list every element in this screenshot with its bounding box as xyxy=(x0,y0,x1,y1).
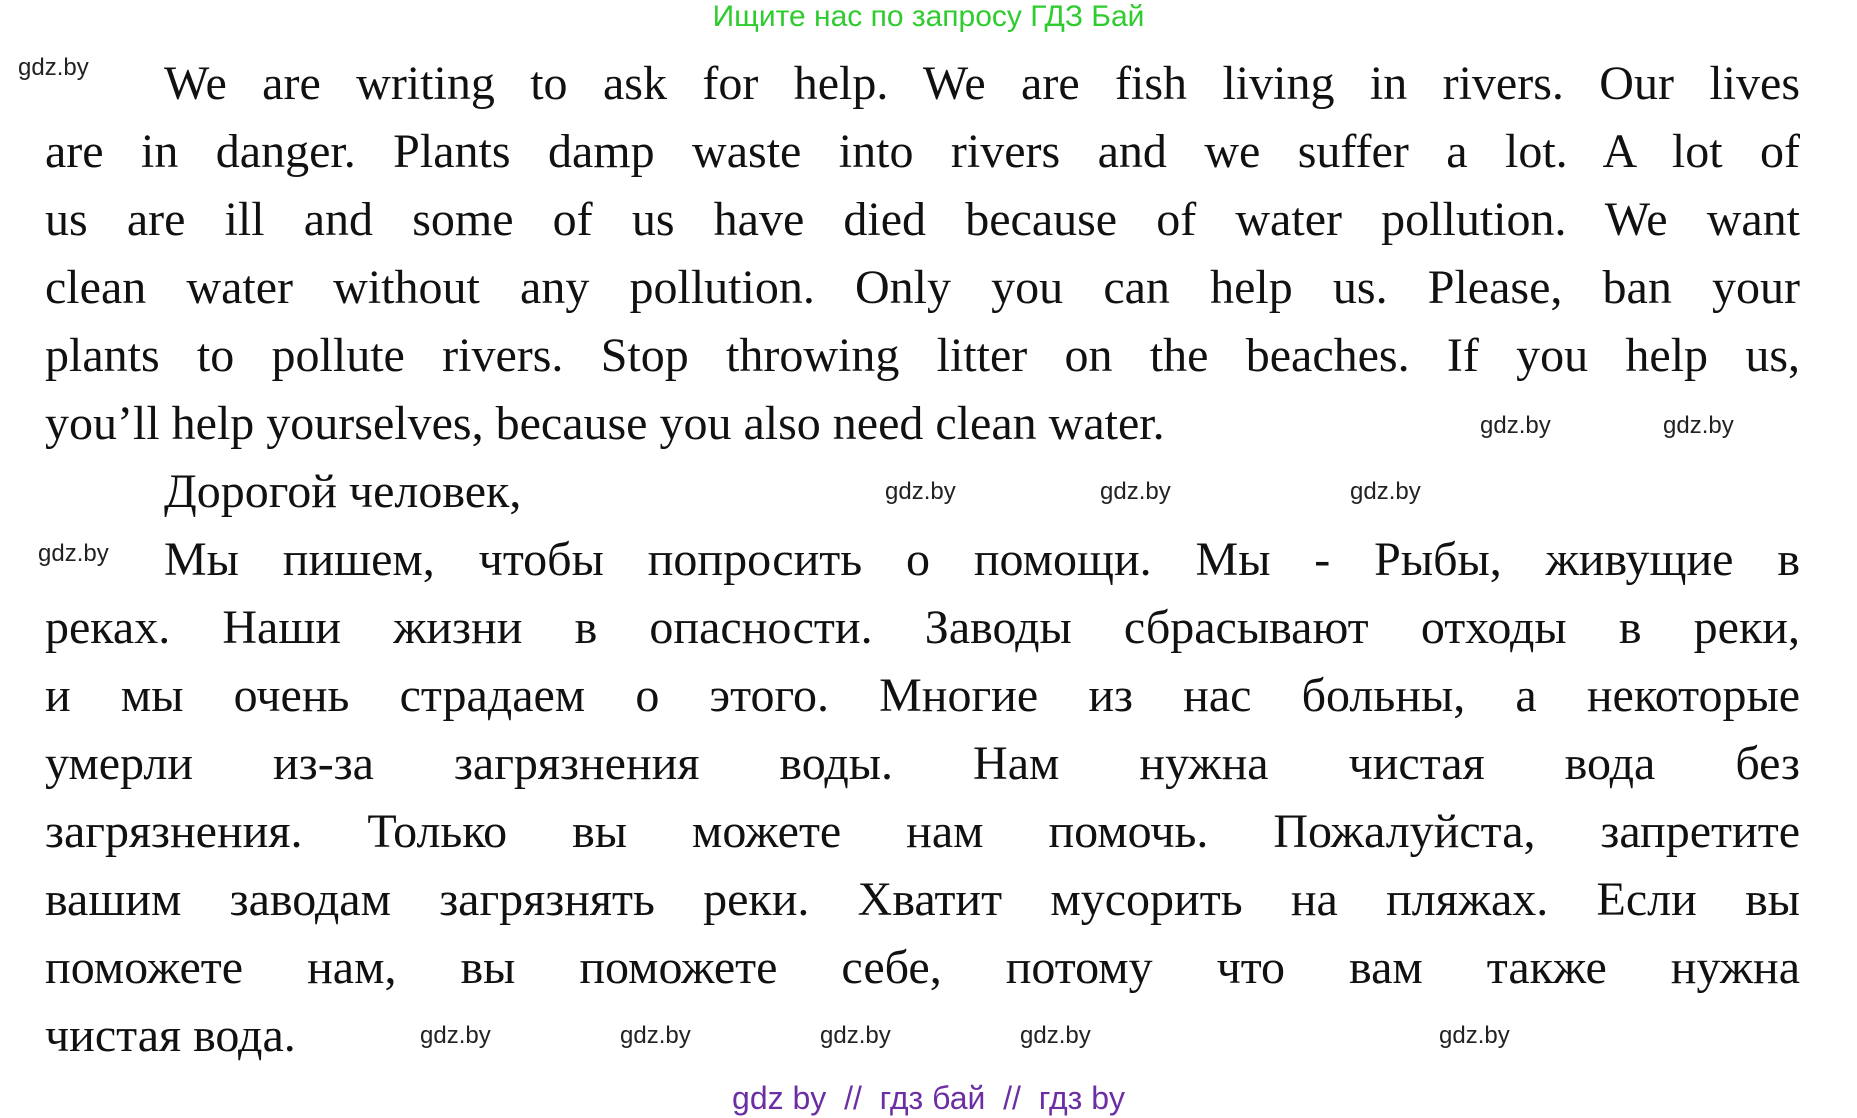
english-line: clean water without any pollution. Only you can help us. Please, ban your xyxy=(45,261,1800,314)
russian-greeting: Дорогой человек, xyxy=(164,465,522,518)
russian-line: реках. Наши жизни в опасности. Заводы сбрасывают отходы в реки, xyxy=(45,601,1800,654)
russian-line: загрязнения. Только вы можете нам помочь. Пожалуйста, запретите xyxy=(45,805,1800,858)
english-line: plants to pollute rivers. Stop throwing litter on the beaches. If you help us, xyxy=(45,329,1800,382)
watermark: gdz.by xyxy=(1439,1022,1510,1049)
watermark: gdz.by xyxy=(420,1022,491,1049)
watermark: gdz.by xyxy=(1100,478,1171,505)
watermark: gdz.by xyxy=(1480,412,1551,439)
english-line: us are ill and some of us have died because of water pollution. We want xyxy=(45,193,1800,246)
russian-line: поможете нам, вы поможете себе, потому что вам также нужна xyxy=(45,941,1800,994)
russian-line: умерли из-за загрязнения воды. Нам нужна чистая вода без xyxy=(45,737,1800,790)
watermark: gdz.by xyxy=(820,1022,891,1049)
russian-line: чистая вода. xyxy=(45,1009,296,1062)
english-line: We are writing to ask for help. We are fish living in rivers. Our lives xyxy=(164,57,1800,110)
watermark: gdz.by xyxy=(1663,412,1734,439)
watermark: gdz.by xyxy=(18,54,89,81)
watermark: gdz.by xyxy=(885,478,956,505)
russian-line: вашим заводам загрязнять реки. Хватит мусорить на пляжах. Если вы xyxy=(45,873,1800,926)
russian-line: и мы очень страдаем о этого. Многие из нас больны, а некоторые xyxy=(45,669,1800,722)
document-body xyxy=(45,50,1800,1070)
footer-links: gdz by // гдз бай // гдз by xyxy=(732,1080,1125,1116)
english-line: are in danger. Plants damp waste into rivers and we suffer a lot. A lot of xyxy=(45,125,1800,178)
watermark: gdz.by xyxy=(38,540,109,567)
watermark: gdz.by xyxy=(1020,1022,1091,1049)
watermark: gdz.by xyxy=(1350,478,1421,505)
russian-line: Мы пишем, чтобы попросить о помощи. Мы - Рыбы, живущие в xyxy=(164,533,1800,586)
search-hint-banner: Ищите нас по запросу ГДЗ Бай xyxy=(712,0,1145,33)
english-line: you’ll help yourselves, because you also need clean water. xyxy=(45,397,1165,450)
watermark: gdz.by xyxy=(620,1022,691,1049)
